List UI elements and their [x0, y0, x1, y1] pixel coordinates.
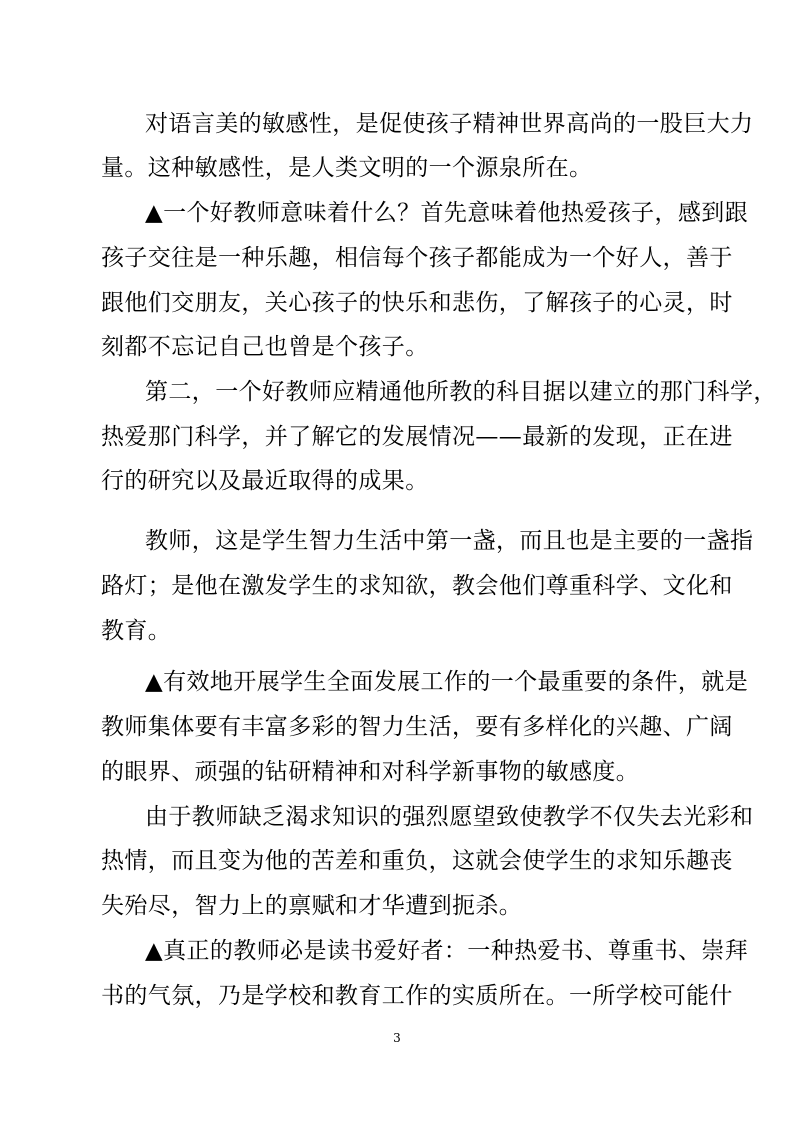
text-line: 教师，这是学生智力生活中第一盏，而且也是主要的一盏指 — [145, 528, 754, 554]
text-line: 路灯；是他在激发学生的求知欲，教会他们尊重科学、文化和 — [101, 573, 733, 599]
page-number: 3 — [393, 1031, 401, 1045]
text-line: 第二，一个好教师应精通他所教的科目据以建立的那门科学， — [145, 379, 777, 405]
text-line: 教育。 — [101, 618, 172, 644]
text-line: 行的研究以及最近取得的成果。 — [101, 468, 429, 494]
text-line: 失殆尽，智力上的禀赋和才华遭到扼杀。 — [101, 893, 523, 919]
text-line: ▲一个好教师意味着什么？首先意味着他热爱孩子，感到跟 — [145, 200, 749, 226]
text-line: 热爱那门科学，并了解它的发展情况——最新的发现，正在进 — [101, 424, 733, 450]
text-line: 刻都不忘记自己也曾是个孩子。 — [101, 334, 429, 360]
text-line: 量。这种敏感性，是人类文明的一个源泉所在。 — [101, 155, 593, 181]
text-line: ▲有效地开展学生全面发展工作的一个最重要的条件，就是 — [145, 669, 749, 695]
text-line: 教师集体要有丰富多彩的智力生活，要有多样化的兴趣、广阔 — [101, 714, 733, 740]
text-line: 孩子交往是一种乐趣，相信每个孩子都能成为一个好人，善于 — [101, 245, 733, 271]
text-line: ▲真正的教师必是读书爱好者：一种热爱书、尊重书、崇拜 — [145, 938, 749, 964]
text-line: 的眼界、顽强的钻研精神和对科学新事物的敏感度。 — [101, 759, 640, 785]
text-line: 由于教师缺乏渴求知识的强烈愿望致使教学不仅失去光彩和 — [145, 804, 754, 830]
text-line: 热情，而且变为他的苦差和重负，这就会使学生的求知乐趣丧 — [101, 848, 733, 874]
text-line: 书的气氛，乃是学校和教育工作的实质所在。一所学校可能什 — [101, 983, 733, 1009]
text-line: 对语言美的敏感性，是促使孩子精神世界高尚的一股巨大力 — [145, 111, 754, 137]
text-line: 跟他们交朋友，关心孩子的快乐和悲伤，了解孩子的心灵，时 — [101, 290, 733, 316]
